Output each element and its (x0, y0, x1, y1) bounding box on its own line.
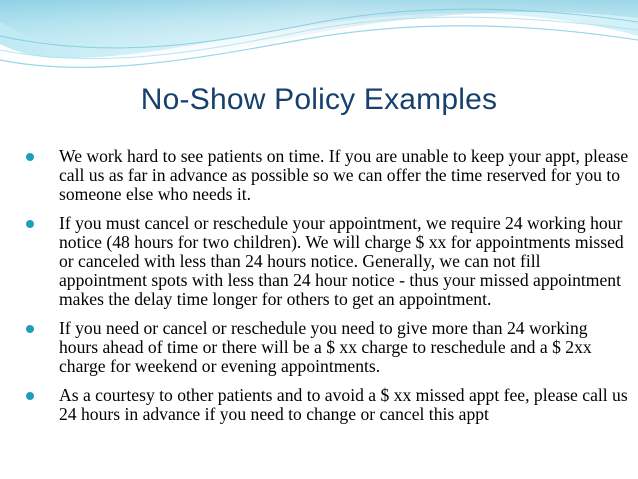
bullet-text: If you must cancel or reschedule your appointment, we require 24 working hour notice (48 hours for two children). We will charge $ xx for appointments missed or canceled with less than 24 hours notice. Generally, we can not fill appointment spots with less than 24 hour notice - thus your missed appointment makes the delay time longer for others to get an appointment. (59, 213, 624, 309)
bullet-text: We work hard to see patients on time. If you are unable to keep your appt, please call us as far in advance as possible so we can offer the time reserved for you to someone else who needs it. (59, 146, 629, 204)
bullet-text: If you need or cancel or reschedule you need to give more than 24 working hours ahead of time or there will be a $ xx charge to reschedule and a $ 2xx charge for weekend or evening appointments. (59, 318, 592, 376)
bullet-list (22, 147, 630, 434)
bullet-dot-icon (26, 325, 34, 333)
bullet-dot-icon (26, 153, 34, 161)
bullet-item (22, 386, 630, 424)
bullet-dot-icon (26, 220, 34, 228)
bullet-item (22, 147, 630, 204)
bullet-text: As a courtesy to other patients and to avoid a $ xx missed appt fee, please call us 24 hours in advance if you need to change or cancel this appt (59, 385, 628, 424)
bullet-item (22, 214, 630, 309)
slide-title: No-Show Policy Examples (140, 83, 498, 116)
bullet-item (22, 319, 630, 376)
bullet-dot-icon (26, 392, 34, 400)
